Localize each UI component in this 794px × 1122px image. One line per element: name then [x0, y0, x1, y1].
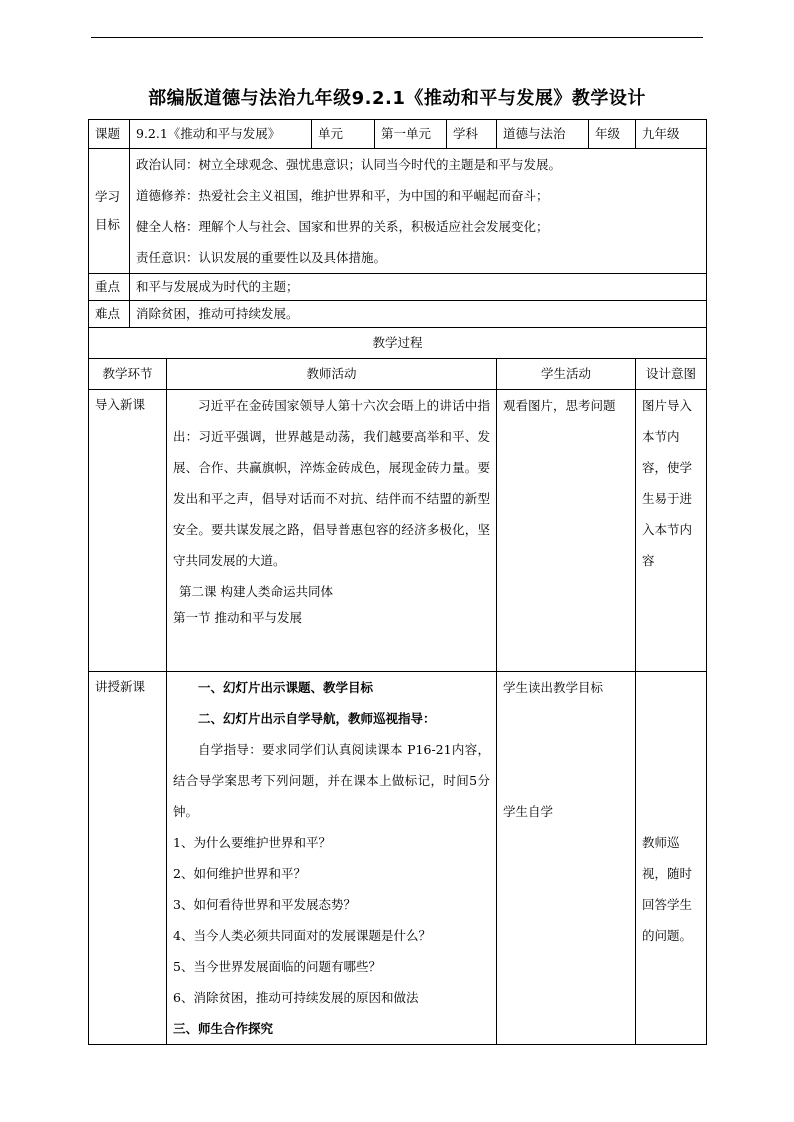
goals-label: 学习 目标 — [89, 149, 130, 274]
section-line: 第一节 推动和平与发展 — [173, 610, 302, 625]
question-item: 1、为什么要维护世界和平？ — [173, 835, 331, 850]
goal-item: 道德修养：热爱社会主义祖国，维护世界和平，为中国的和平崛起而奋斗； — [136, 188, 549, 203]
intro-teacher — [167, 390, 497, 672]
grade-value: 九年级 — [636, 120, 707, 149]
header-row — [89, 120, 707, 149]
intro-intent: 图片导入本节内容，使学生易于进入本节内容 — [636, 390, 707, 672]
difficulty-value: 消除贫困，推动可持续发展。 — [130, 301, 707, 328]
subject-label: 学科 — [447, 120, 497, 149]
col-intent: 设计意图 — [636, 359, 707, 390]
goals-content — [130, 149, 707, 274]
goals-row — [89, 149, 707, 274]
col-stage: 教学环节 — [89, 359, 167, 390]
teach-intent: 教师巡视，随时回答学生的问题。 — [636, 672, 707, 1045]
intro-row — [89, 390, 707, 672]
step-1: 一、幻灯片出示课题、教学目标 — [198, 680, 374, 695]
question-item: 2、如何维护世界和平？ — [173, 866, 306, 881]
subject-value: 道德与法治 — [497, 120, 589, 149]
process-heading-row — [89, 328, 707, 359]
lesson-plan-table — [88, 119, 707, 1045]
teach-teacher — [167, 672, 497, 1045]
col-student: 学生活动 — [497, 359, 636, 390]
question-item: 5、当今世界发展面临的问题有哪些？ — [173, 959, 381, 974]
page-title: 部编版道德与法治九年级9.2.1《推动和平与发展》教学设计 — [148, 88, 646, 109]
header-rule — [91, 37, 703, 38]
grade-label: 年级 — [589, 120, 636, 149]
intro-paragraph: 习近平在金砖国家领导人第十六次会晤上的讲话中指出：习近平强调，世界越是动荡，我们越要高举和平、发展、合作、共赢旗帜，淬炼金砖成色，展现金砖力量。要发出和平之声，倡导对话而不对抗、结伴而不结盟的新型安全。要共谋发展之路，倡导普惠包容的经济多极化，坚守共同发展的大道。 — [173, 398, 490, 568]
key-point-value: 和平与发展成为时代的主题； — [130, 274, 707, 301]
teach-student: 学生读出教学目标 学生自学 — [497, 672, 636, 1045]
goal-item: 政治认同：树立全球观念、强忧患意识；认同当今时代的主题是和平与发展。 — [136, 157, 562, 172]
goal-item: 健全人格：理解个人与社会、国家和世界的关系，积极适应社会发展变化； — [136, 219, 549, 234]
lesson-line: 第二课 构建人类命运共同体 — [179, 584, 333, 599]
self-study-guide: 自学指导：要求同学们认真阅读课本 P16-21内容，结合导学案思考下列问题，并在课本上做标记，时间5分钟。 — [173, 742, 490, 819]
key-point-label: 重点 — [89, 274, 130, 301]
teach-stage: 讲授新课 — [89, 672, 167, 1045]
intro-student: 观看图片，思考问题 — [497, 390, 636, 672]
goal-item: 责任意识：认识发展的重要性以及具体措施。 — [136, 250, 387, 265]
question-item: 3、如何看待世界和平发展态势？ — [173, 897, 356, 912]
step-2: 二、幻灯片出示自学导航，教师巡视指导： — [198, 711, 436, 726]
col-teacher: 教师活动 — [167, 359, 497, 390]
teach-row — [89, 672, 707, 1045]
process-columns-row — [89, 359, 707, 390]
question-item: 6、消除贫困，推动可持续发展的原因和做法 — [173, 990, 419, 1005]
topic-label: 课题 — [89, 120, 130, 149]
unit-value: 第一单元 — [375, 120, 447, 149]
question-item: 4、当今人类必须共同面对的发展课题是什么？ — [173, 928, 431, 943]
difficulty-label: 难点 — [89, 301, 130, 328]
process-heading: 教学过程 — [89, 328, 707, 359]
difficulty-row — [89, 301, 707, 328]
step-3: 三、师生合作探究 — [173, 1021, 274, 1036]
key-point-row — [89, 274, 707, 301]
intro-stage: 导入新课 — [89, 390, 167, 672]
unit-label: 单元 — [312, 120, 375, 149]
topic-value: 9.2.1《推动和平与发展》 — [130, 120, 312, 149]
